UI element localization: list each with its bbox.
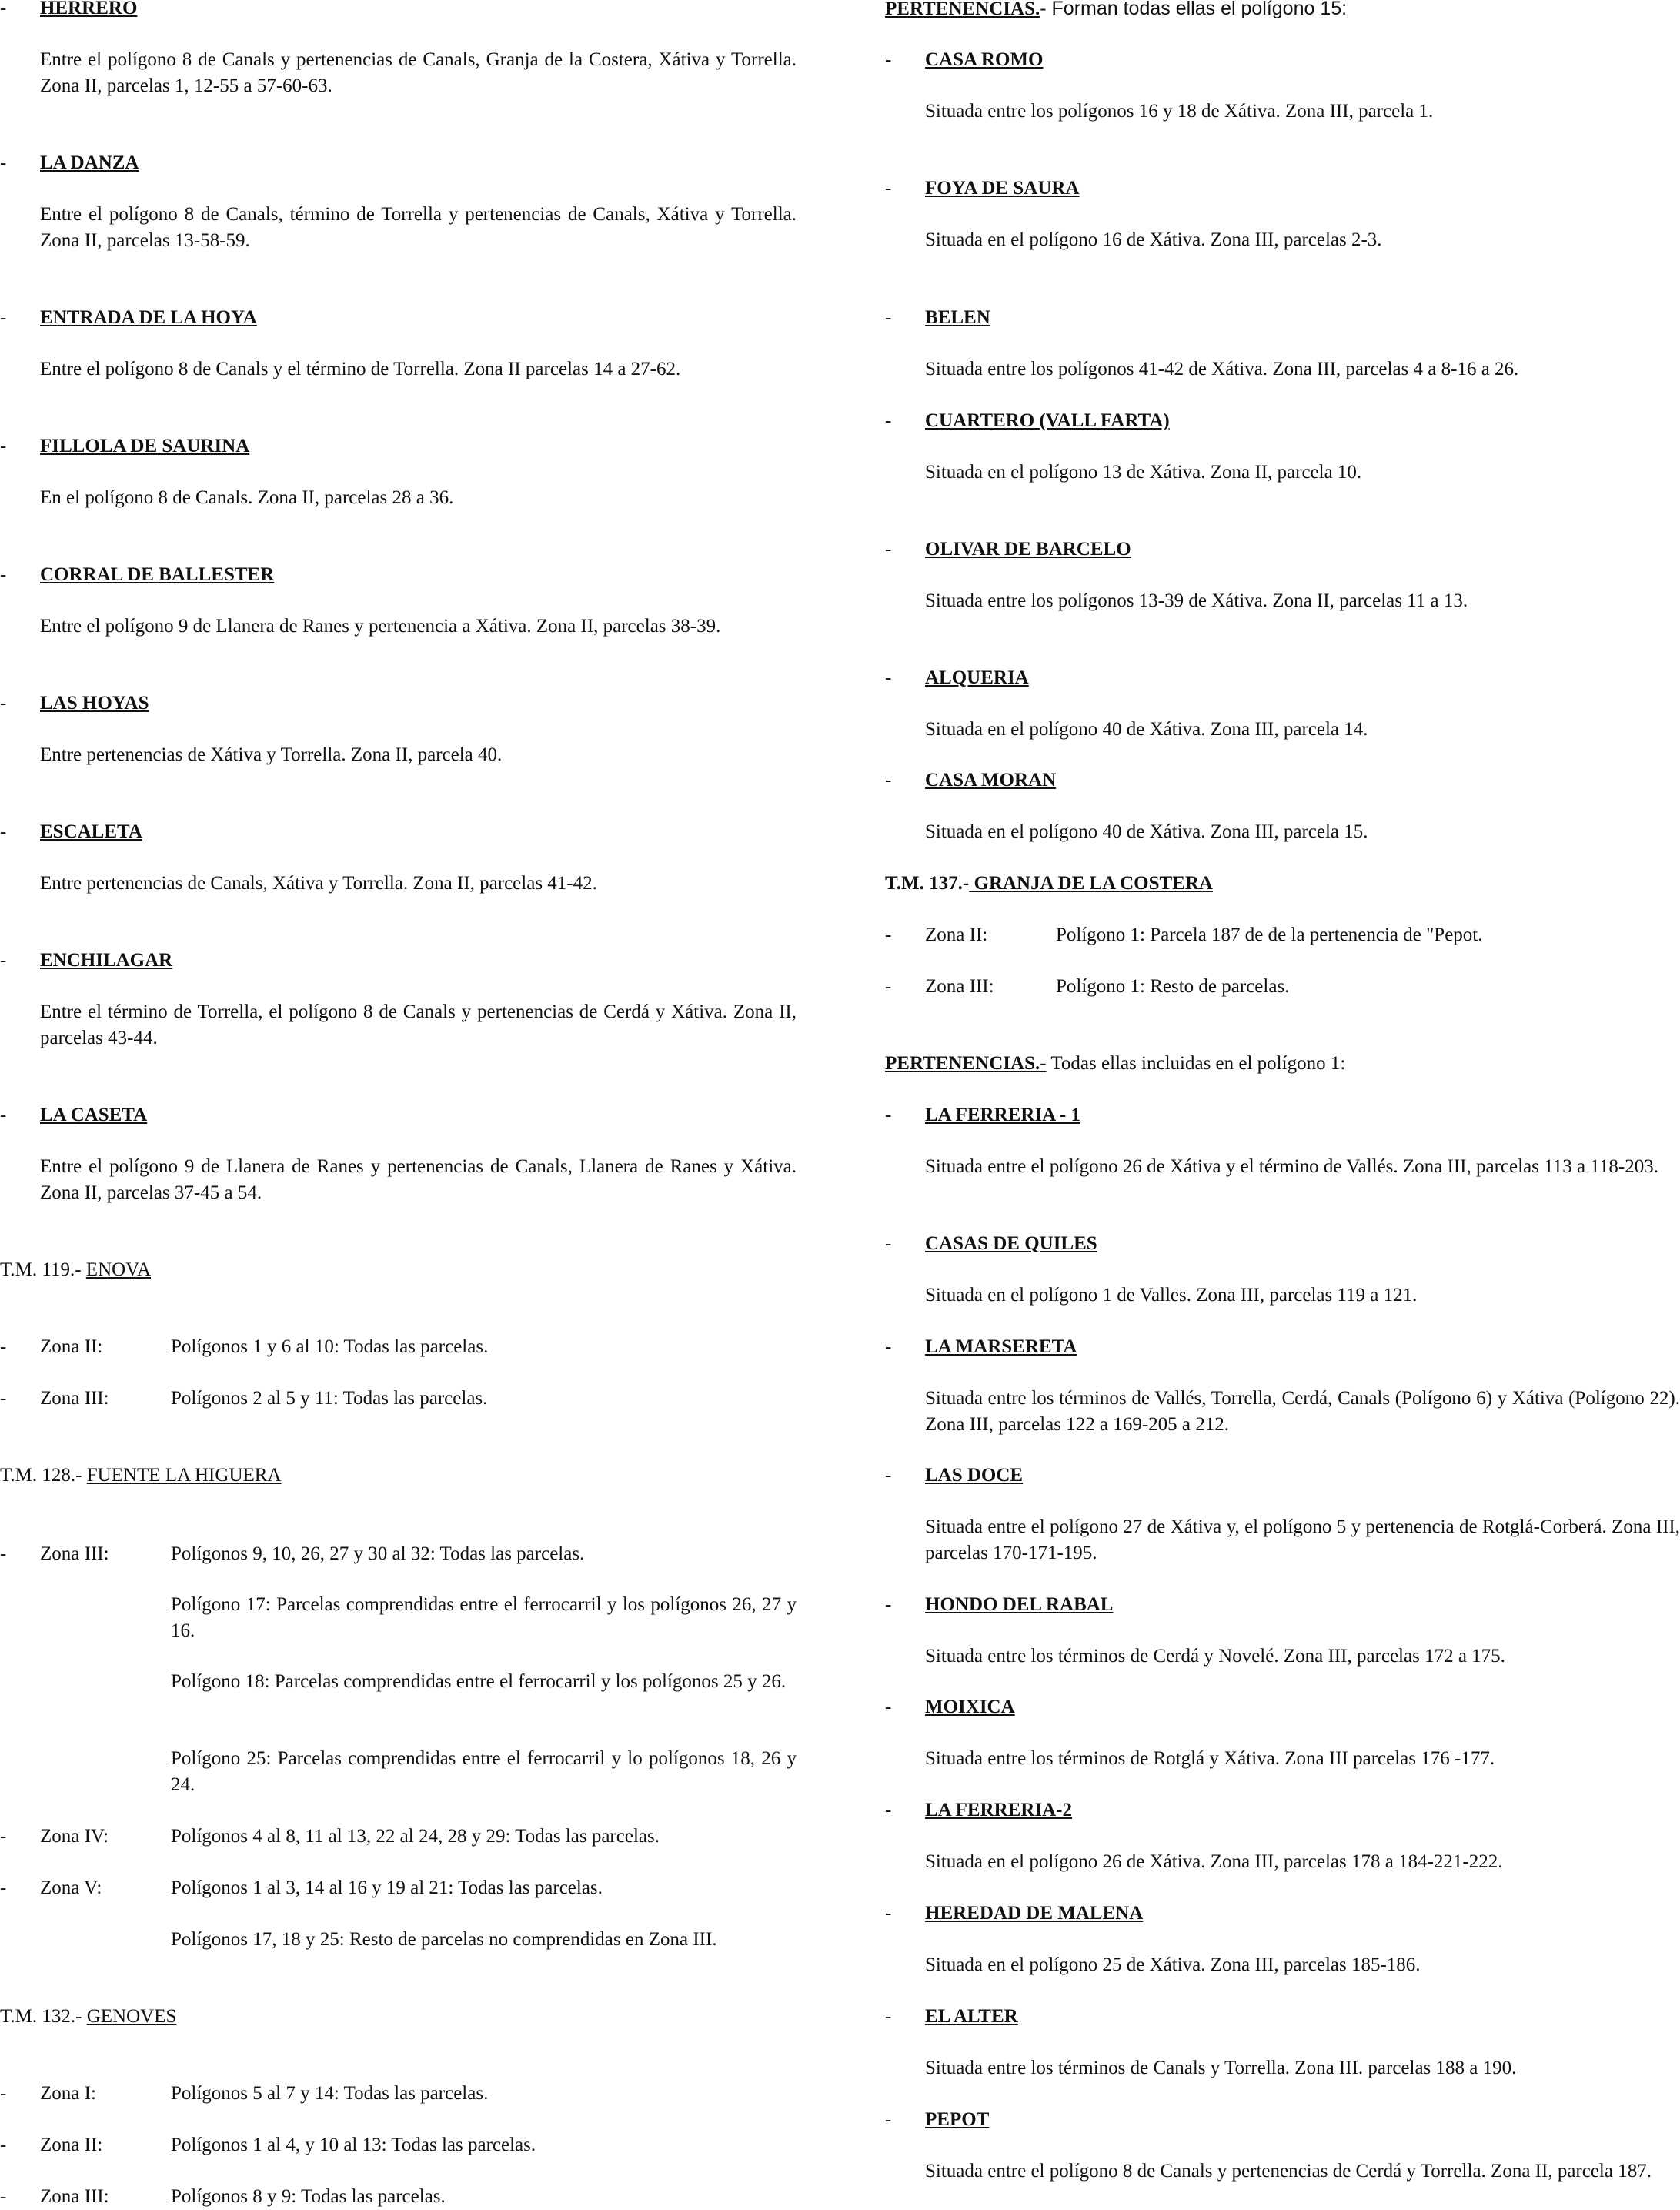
entry-title: CASA ROMO xyxy=(925,49,1044,70)
entry-text: Entre el polígono 8 de Canals y pertenencias de Canals, Granja de la Costera, Xátiva y Torrella. Zona II, parcelas 1, 12-55 a 57-60-63. xyxy=(40,49,797,96)
pertenencias-text: Todas ellas incluidas en el polígono 1: xyxy=(1046,1053,1346,1074)
zone-text: Polígonos 8 y 9: Todas las parcelas. xyxy=(171,2186,446,2207)
entry-title: CUARTERO (VALL FARTA) xyxy=(925,410,1170,431)
entry-text: Situada entre los polígonos 16 y 18 de Xátiva. Zona III, parcela 1. xyxy=(925,101,1434,122)
entry-text: Situada entre los términos de Vallés, Torrella, Cerdá, Canals (Polígono 6) y Xátiva (Polígono 22). Zona III, parcelas 122 a 169-205 a 212. xyxy=(925,1388,1680,1435)
entry-text: Situada en el polígono 13 de Xátiva. Zona II, parcela 10. xyxy=(925,462,1362,483)
zone-text: Polígonos 1 al 3, 14 al 16 y 19 al 21: Todas las parcelas. xyxy=(171,1877,603,1898)
section-tm-132 xyxy=(0,2004,797,2030)
entry-title: CASA MORAN xyxy=(925,770,1057,791)
entry-title: FOYA DE SAURA xyxy=(925,178,1080,199)
section-prefix: T.M. 119.- xyxy=(0,1259,82,1280)
entry-text: Entre el término de Torrella, el polígono 8 de Canals y pertenencias de Cerdá y Xátiva. Zona II, parcelas 43-44. xyxy=(40,1001,797,1048)
section-prefix: T.M. 128.- xyxy=(0,1465,82,1486)
entry-title: CASAS DE QUILES xyxy=(925,1233,1097,1254)
entry-text: Entre pertenencias de Xátiva y Torrella. Zona II, parcela 40. xyxy=(40,744,503,765)
zone-label: Zona III: xyxy=(40,1543,109,1564)
pertenencias-label: PERTENENCIAS. xyxy=(885,0,1040,19)
entry-title: FILLOLA DE SAURINA xyxy=(40,436,250,456)
zone-text: Polígonos 5 al 7 y 14: Todas las parcelas. xyxy=(171,2083,489,2104)
zone-text: Polígonos 1 y 6 al 10: Todas las parcelas. xyxy=(171,1336,489,1357)
entry-title: LA CASETA xyxy=(40,1105,148,1125)
zone-label: Zona II: xyxy=(40,2135,103,2155)
entry-title: ALQUERIA xyxy=(925,667,1029,688)
section-name: ENOVA xyxy=(85,1259,152,1280)
section-name: GENOVES xyxy=(86,2006,177,2027)
entry-text: Situada entre el polígono 27 de Xátiva y, el polígono 5 y pertenencia de Rotglá-Corberá. Zona III, parcelas 170-171-195. xyxy=(925,1516,1680,1563)
zone-text: Polígono 18: Parcelas comprendidas entre el ferrocarril y los polígonos 25 y 26. xyxy=(171,1671,787,1692)
section-tm-119 xyxy=(0,1257,797,1283)
entry-title: LA MARSERETA xyxy=(925,1336,1077,1357)
zone-label: Zona V: xyxy=(40,1877,102,1898)
entry-text: Situada entre los polígonos 13-39 de Xátiva. Zona II, parcelas 11 a 13. xyxy=(925,590,1468,611)
entry-title: LA DANZA xyxy=(40,152,139,173)
section-tm-137 xyxy=(885,871,1680,897)
entry-text: Situada entre los términos de Cerdá y Novelé. Zona III, parcelas 172 a 175. xyxy=(925,1646,1505,1667)
zone-label: Zona II: xyxy=(40,1336,103,1357)
section-name: GRANJA DE LA COSTERA xyxy=(969,873,1213,894)
entry-text: Situada en el polígono 40 de Xátiva. Zona III, parcela 14. xyxy=(925,719,1368,740)
pertenencias-text: - Forman todas ellas el polígono 15: xyxy=(1040,0,1348,19)
entry-title: ESCALETA xyxy=(40,821,142,842)
zone-label: Zona III: xyxy=(40,2186,109,2207)
entry-title: OLIVAR DE BARCELO xyxy=(925,539,1131,560)
entry-text: Entre el polígono 9 de Llanera de Ranes y pertenencia a Xátiva. Zona II, parcelas 38-39. xyxy=(40,616,721,637)
entry-title: LA FERRERIA - 1 xyxy=(925,1105,1081,1125)
section-prefix: T.M. 137.- xyxy=(885,873,970,894)
entry-title: BELEN xyxy=(925,307,990,328)
entry-text: Entre el polígono 9 de Llanera de Ranes y pertenencias de Canals, Llanera de Ranes y Xátiva. Zona II, parcelas 37-45 a 54. xyxy=(40,1156,797,1203)
entry-text: Situada entre el polígono 8 de Canals y pertenencias de Cerdá y Torrella. Zona II, parcela 187. xyxy=(925,2161,1652,2182)
section-name: FUENTE LA HIGUERA xyxy=(86,1465,282,1486)
entry-title: EL ALTER xyxy=(925,2006,1018,2027)
entry-title: PEPOT xyxy=(925,2109,990,2130)
zone-text: Polígono 17: Parcelas comprendidas entre el ferrocarril y los polígonos 26, 27 y 16. xyxy=(171,1594,797,1641)
entry-title: HONDO DEL RABAL xyxy=(925,1594,1114,1615)
zone-text: Polígonos 17, 18 y 25: Resto de parcelas no comprendidas en Zona III. xyxy=(171,1929,717,1950)
entry-text: Situada en el polígono 40 de Xátiva. Zona III, parcela 15. xyxy=(925,821,1368,842)
zone-label: Zona IV: xyxy=(40,1826,109,1847)
zone-label: Zona III: xyxy=(40,1388,109,1409)
entry-title: LAS HOYAS xyxy=(40,693,149,714)
zone-text: Polígonos 1 al 4, y 10 al 13: Todas las parcelas. xyxy=(171,2135,536,2155)
entry-text: Situada entre el polígono 26 de Xátiva y el término de Vallés. Zona III, parcelas 113 a 118-203. xyxy=(925,1156,1658,1177)
entry-title: ENTRADA DE LA HOYA xyxy=(40,307,257,328)
entry-text: En el polígono 8 de Canals. Zona II, parcelas 28 a 36. xyxy=(40,487,454,508)
entry-title: ENCHILAGAR xyxy=(40,950,173,971)
entry-text: Situada entre los términos de Rotglá y Xátiva. Zona III parcelas 176 -177. xyxy=(925,1748,1495,1769)
pertenencias-heading xyxy=(885,0,1680,22)
zone-label: Zona I: xyxy=(40,2083,96,2104)
entry-text: Entre el polígono 8 de Canals, término de Torrella y pertenencias de Canals, Xátiva y Torrella. Zona II, parcelas 13-58-59. xyxy=(40,204,797,251)
entry-text: Situada en el polígono 1 de Valles. Zona III, parcelas 119 a 121. xyxy=(925,1285,1418,1306)
entry-title: LAS DOCE xyxy=(925,1465,1024,1486)
zone-label: Zona II: xyxy=(925,924,988,945)
zone-text: Polígono 25: Parcelas comprendidas entre el ferrocarril y lo polígonos 18, 26 y 24. xyxy=(171,1748,797,1795)
zone-text: Polígono 1: Resto de parcelas. xyxy=(1056,976,1290,997)
pertenencias-label: PERTENENCIAS.- xyxy=(885,1053,1047,1074)
entry-text: Situada entre los términos de Canals y Torrella. Zona III. parcelas 188 a 190. xyxy=(925,2058,1517,2078)
zone-text: Polígonos 2 al 5 y 11: Todas las parcelas. xyxy=(171,1388,488,1409)
zone-text: Polígonos 9, 10, 26, 27 y 30 al 32: Todas las parcelas. xyxy=(171,1543,585,1564)
entry-text: Situada entre los polígonos 41-42 de Xátiva. Zona III, parcelas 4 a 8-16 a 26. xyxy=(925,359,1519,379)
entry-title: CORRAL DE BALLESTER xyxy=(40,564,275,585)
zone-label: Zona III: xyxy=(925,976,994,997)
entry-text: Entre pertenencias de Canals, Xátiva y Torrella. Zona II, parcelas 41-42. xyxy=(40,873,597,894)
pertenencias-heading xyxy=(885,1051,1680,1077)
entry-title: HEREDAD DE MALENA xyxy=(925,1903,1144,1924)
zone-text: Polígonos 4 al 8, 11 al 13, 22 al 24, 28 y 29: Todas las parcelas. xyxy=(171,1826,660,1847)
entry-text: Entre el polígono 8 de Canals y el término de Torrella. Zona II parcelas 14 a 27-62. xyxy=(40,359,681,379)
zone-text: Polígono 1: Parcela 187 de de la pertenencia de "Pepot. xyxy=(1056,924,1483,945)
section-prefix: T.M. 132.- xyxy=(0,2006,82,2027)
entry-title: LA FERRERIA-2 xyxy=(925,1800,1072,1820)
entry-text: Situada en el polígono 25 de Xátiva. Zona III, parcelas 185-186. xyxy=(925,1954,1421,1975)
entry-title: HERRERO xyxy=(40,0,138,18)
entry-text: Situada en el polígono 16 de Xátiva. Zona III, parcelas 2-3. xyxy=(925,229,1382,250)
entry-text: Situada en el polígono 26 de Xátiva. Zona III, parcelas 178 a 184-221-222. xyxy=(925,1851,1503,1872)
entry-title: MOIXICA xyxy=(925,1697,1015,1717)
section-tm-128 xyxy=(0,1463,797,1489)
